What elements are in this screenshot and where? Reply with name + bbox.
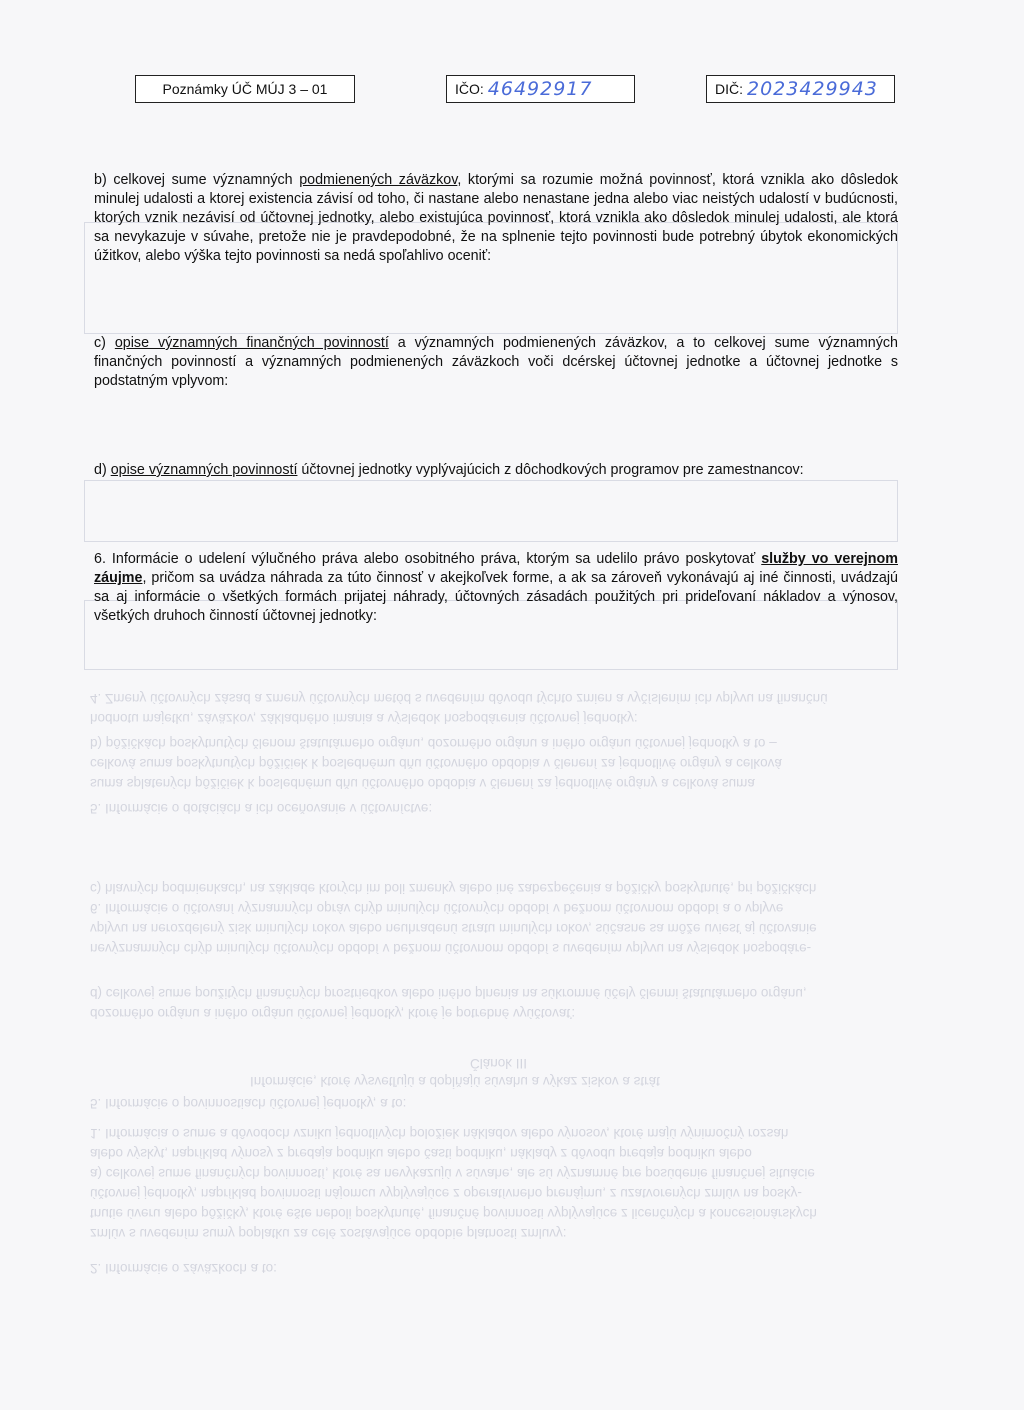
section-d-prefix: d): [94, 462, 111, 478]
ghost-line: účtovnej jednotky, napríklad povinnosti nájomcu vyplývajúce z operatívneho prenájmu, z uzatvorených zmlúv na posky-: [90, 1186, 802, 1201]
ghost-line: 5. Informácie o povinnostiach účtovnej jednotky, a to:: [90, 1096, 407, 1111]
ghost-line: dozorného orgánu a iného orgánu účtovnej jednotky, ktoré je potrebné vyúčtovať:: [90, 1006, 576, 1021]
section-6-prefix: 6. Informácie o udelení výlučného práva alebo osobitného práva, ktorým sa udelilo právo poskytovať: [94, 551, 762, 567]
ghost-line: alebo výskyt, napríklad výnosy z predaja podniku alebo časti podniku, náklady z dôvodu predaja podniku alebo: [90, 1146, 752, 1161]
ghost-line: Článok III: [470, 1056, 528, 1071]
ghost-line: hodnotu majetku, záväzkov, základného imania a výsledok hospodárenia účtovnej jednotky:: [90, 711, 638, 726]
ghost-line: suma splatených pôžičiek k poslednému dňu účtovného obdobia v členení za jednotlivé orgány a celková suma: [90, 776, 755, 791]
section-c-prefix: c): [94, 335, 115, 351]
section-b: [94, 171, 898, 266]
dic-value: 2023429943: [747, 78, 878, 100]
ghost-line: celková suma poskytnutých pôžičiek k poslednému dňu účtovného obdobia v členení za jednotlivé orgány a celková: [90, 756, 782, 771]
dic-label: DIČ:: [715, 81, 743, 97]
ghost-line: d) celkovej sume použitých finančných prostriedkov alebo iného plnenia na súkromné účely členmi štatutárneho orgánu,: [90, 986, 807, 1001]
ghost-line: Informácie, ktoré vysvetľujú a dopĺňajú súvahu a výkaz ziskov a strát: [250, 1074, 660, 1089]
section-d-underlined: opise významných povinností: [110, 462, 298, 478]
ghost-line: a) celkovej sume finančných povinností, ktoré sa nevykazujú v súvahe, ale sú významné pre posúdenie finančnej situácie: [90, 1166, 815, 1181]
ghost-line: nevýznamných chýb minulých účtovných období v bežnom účtovnom období s uvedením vplyvu na výsledok hospodáre-: [90, 941, 812, 956]
ghost-line: vplyvu na nerozdelený zisk minulých rokov alebo neuhradenú stratu minulých rokov, súčasne sa môže uviesť aj účtovanie: [90, 921, 817, 936]
ico-box: [446, 75, 635, 103]
form-label-box: [135, 75, 355, 103]
section-6-underlined: služby vo verejnom záujme: [94, 551, 898, 586]
ghost-line: tnutie úveru alebo pôžičky, ktoré ešte neboli poskytnuté, finančné povinnosti vyplývajúce z licenčných a koncesionárskych: [90, 1206, 817, 1221]
section-c-underlined: opise významných finančných povinností: [114, 335, 389, 351]
section-b-underlined: podmienených záväzkov: [299, 172, 458, 188]
form-label: Poznámky ÚČ MÚJ 3 – 01: [162, 81, 328, 97]
section-b-text: , ktorými sa rozumie možná povinnosť, ktorá vznikla ako dôsledok minulej udalosti a ktorej existencia závisí od toho, či nastane alebo nenastane jedna alebo viac neistých udalostí v budúcnosti, ktorých vznik nezávisí od účtovnej jednotky, alebo existujúca povinnosť, ktorá vznikla ako dôsledok minulej udalosti, ale ktorá sa nevykazuje v súvahe, pretože nie je pravdepodobné, že na splnenie tejto povinnosti bude potrebný úbytok ekonomických úžitkov, alebo výška tejto povinnosti sa nedá spoľahlivo oceniť:: [94, 172, 899, 264]
ico-label: IČO:: [455, 81, 484, 97]
ico-value: 46492917: [487, 78, 593, 100]
section-6: [94, 550, 898, 626]
ghost-line: zmlúv s uvedením sumy poplatku za celé zostávajúce obdobie platnosti zmluvy:: [90, 1226, 567, 1241]
ghost-line: 2. Informácie o záväzkoch a to:: [90, 1261, 277, 1276]
ghost-line: 4. Zmeny účtovných zásad a zmeny účtovných metód s uvedením dôvodu týchto zmien a vyčíslením ich vplyvu na finančnú: [90, 691, 828, 706]
section-6-text: , pričom sa uvádza náhrada za túto činnosť v akejkoľvek forme, a ak sa zároveň vykonávajú aj iné činnosti, uvádzajú sa aj informácie o všetkých formách prijatej náhrady, účtovných zásadách použitých pri prideľovaní nákladov a výnosov, všetkých druhoch činností účtovnej jednotky:: [94, 570, 898, 624]
ghost-line: c) hlavných podmienkach, na základe ktorých im boli zmenky alebo iné zabezpečenia a pôžičky poskytnuté, pri pôžičkách: [90, 881, 817, 896]
ghost-line: b) pôžičkách poskytnutých členom štatutárneho orgánu, dozorného orgánu a iného orgánu účtovnej jednotky a to –: [90, 736, 777, 751]
ghost-table-mid: [84, 480, 898, 542]
ghost-line: 5. Informácie o dotáciách a ich oceňovanie v účtovníctve:: [90, 801, 433, 816]
section-c: [94, 334, 898, 391]
section-d: [94, 461, 898, 480]
section-d-text: účtovnej jednotky vyplývajúcich z dôchodkových programov pre zamestnancov:: [297, 462, 804, 478]
ghost-line: 1. Informácia o sume a dôvodoch vzniku jednotlivých položiek nákladov alebo výnosov, ktoré majú výnimočný rozsah: [90, 1126, 789, 1141]
ghost-line: 6. Informácie o účtovaní významných opráv chýb minulých účtovných období v bežnom účtovnom období a o vplyve: [90, 901, 784, 916]
section-b-prefix: b) celkovej sume významných: [94, 172, 300, 188]
section-c-text: a významných podmienených záväzkov, a to celkovej sume významných finančných povinností a významných podmienených záväzkoch voči dcérskej účtovnej jednotke a účtovnej jednotke s podstatným vplyvom:: [94, 335, 898, 389]
dic-box: [706, 75, 895, 103]
